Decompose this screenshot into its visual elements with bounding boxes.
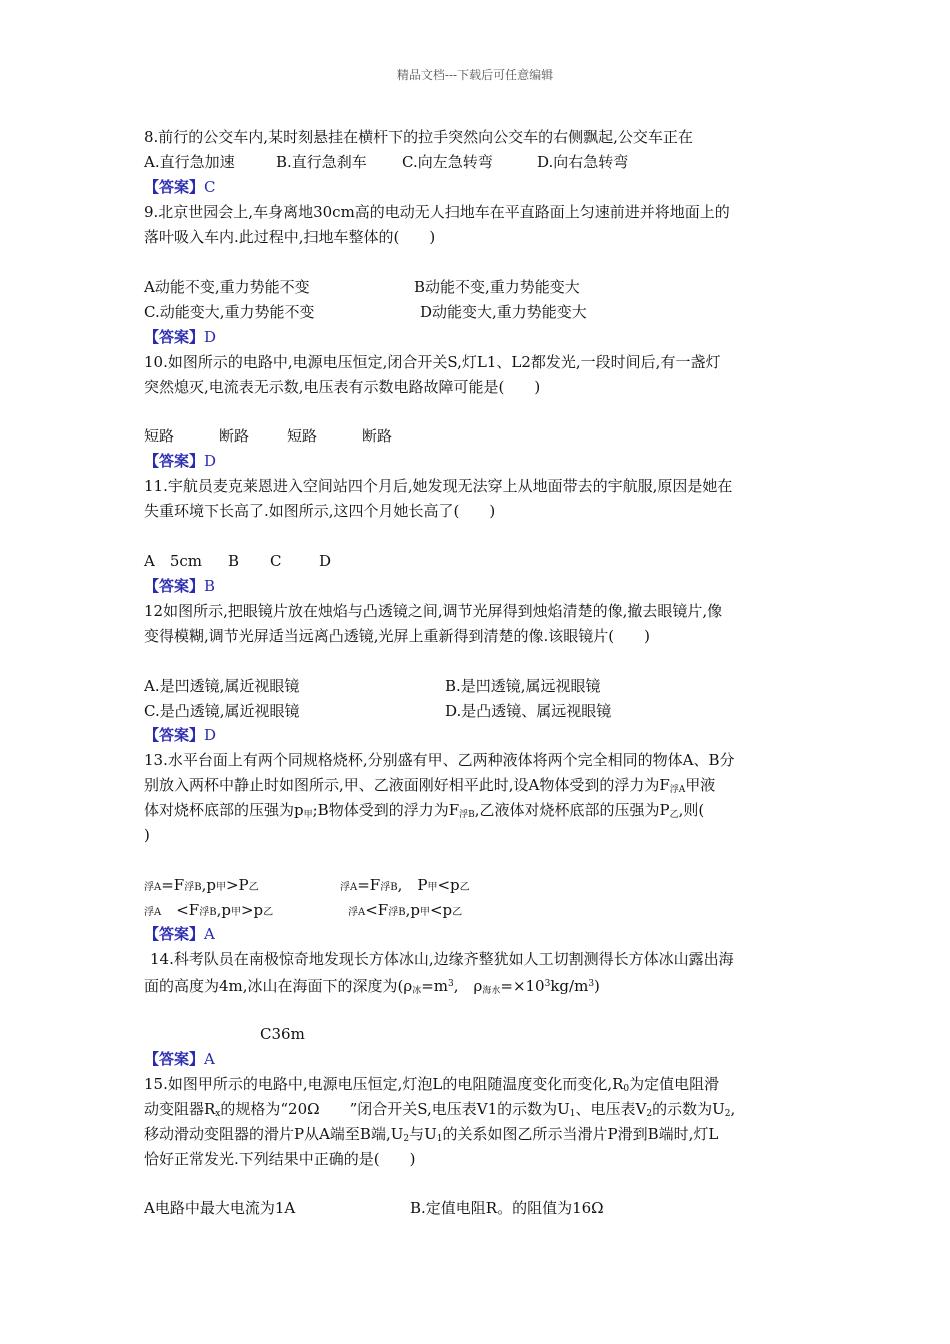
q14-stem-line2: 面的高度为4m,冰山在海面下的深度为($\rho_冰=m^3$, $\rho_{海水}=\times 10^3kg/m^3$) (144, 977, 600, 996)
answer-value: C (204, 178, 216, 196)
answer-value: D (204, 452, 217, 470)
q12-stem-line2: 变得模糊,调节光屏适当远离凸透镜,光屏上重新得到清楚的像.该眼镜片( ) (144, 627, 651, 645)
q13-stem-line4: ) (144, 826, 150, 844)
q15-stem-line4: 恰好正常发光.下列结果中正确的是( ) (144, 1150, 416, 1168)
answer-tag: 【答案】 (144, 577, 205, 595)
q10-stem-line1: 10.如图所示的电路中,电源电压恒定,闭合开关S,灯L1、L2都发光,一段时间后,有一盏灯 (144, 353, 721, 371)
q13-option-b: 浮A=F浮B, P甲<p乙 (340, 876, 470, 894)
q13-stem-line2: 别放入两杯中静止时如图所示,甲、乙液面刚好相平此时,设A物体受到的浮力为$F_{浮A}$甲液 (144, 776, 716, 795)
q11-option-d: D (319, 552, 332, 570)
q12-stem-line1: 12如图所示,把眼镜片放在烛焰与凸透镜之间,调节光屏得到烛焰清楚的像,撤去眼镜片,像 (144, 602, 723, 620)
q15-option-b: B.定值电阻R。的阻值为16Ω (410, 1199, 604, 1217)
q11-option-a: A 5cm (144, 552, 203, 570)
q14-option-c: C36m (260, 1025, 305, 1043)
q12-option-d: D.是凸透镜、属远视眼镜 (445, 702, 612, 720)
q10-option-a: 短路 (144, 427, 175, 445)
q9-stem-line2: 落叶吸入车内.此过程中,扫地车整体的( ) (144, 228, 436, 246)
answer-tag: 【答案】 (144, 925, 205, 943)
q12-option-a: A.是凹透镜,属近视眼镜 (144, 677, 300, 695)
q8-option-a: A.直行急加速 (144, 153, 235, 171)
q14-answer (144, 1049, 215, 1069)
q13-stem-line3: 体对烧杯底部的压强为$p_甲;B$物体受到的浮力为$F_{浮B}$,乙液体对烧杯底部的压强为$P_乙$,则( (144, 801, 705, 820)
q15-option-a: A电路中最大电流为1A (144, 1199, 296, 1217)
answer-value: D (204, 328, 217, 346)
q13-option-d: 浮A<F浮B,p甲<p乙 (348, 901, 463, 919)
q12-option-b: B.是凹透镜,属远视眼镜 (445, 677, 601, 695)
answer-tag: 【答案】 (144, 178, 205, 196)
answer-value: B (204, 577, 216, 595)
q8-option-d: D.向右急转弯 (537, 153, 629, 171)
q12-answer (144, 725, 216, 745)
q12-option-c: C.是凸透镜,属近视眼镜 (144, 702, 300, 720)
q10-option-b: 断路 (219, 427, 250, 445)
q11-option-b: B (228, 552, 240, 570)
q9-option-b: B动能不变,重力势能变大 (414, 278, 580, 296)
answer-tag: 【答案】 (144, 1050, 205, 1068)
q13-stem-line1: 13.水平台面上有两个同规格烧杯,分别盛有甲、乙两种液体将两个完全相同的物体A、B分 (144, 751, 735, 769)
q9-option-d: D动能变大,重力势能变大 (420, 303, 587, 321)
q15-stem-line2: 动变阻器$R_x$的规格为“20Ω ”闭合开关S,电压表V1的示数为$U_1$、电压表$V_2$的示数为$U_2$, (144, 1100, 736, 1119)
answer-value: D (204, 726, 217, 744)
q8-option-b: B.直行急刹车 (276, 153, 367, 171)
q13-option-c: 浮A <F浮B,p甲>p乙 (144, 901, 274, 919)
q9-stem-line1: 9.北京世园会上,车身离地30cm高的电动无人扫地车在平直路面上匀速前进并将地面上的 (144, 203, 730, 221)
q14-stem-line1: 14.科考队员在南极惊奇地发现长方体冰山,边缘齐整犹如人工切割测得长方体冰山露出海 (150, 950, 734, 968)
q9-answer (144, 327, 216, 347)
q9-option-c: C.动能变大,重力势能不变 (144, 303, 315, 321)
q8-option-c: C.向左急转弯 (402, 153, 493, 171)
q10-stem-line2: 突然熄灭,电流表无示数,电压表有示数电路故障可能是( ) (144, 378, 541, 396)
answer-tag: 【答案】 (144, 328, 205, 346)
q11-stem-line1: 11.宇航员麦克莱恩进入空间站四个月后,她发现无法穿上从地面带去的宇航服,原因是她在 (144, 477, 733, 495)
q10-option-d: 断路 (362, 427, 393, 445)
q13-answer (144, 924, 215, 944)
answer-tag: 【答案】 (144, 452, 205, 470)
q15-stem-line1: 15.如图甲所示的电路中,电源电压恒定,灯泡L的电阻随温度变化而变化$,R_0$为定值电阻滑 (144, 1075, 720, 1094)
q11-answer (144, 576, 215, 596)
q10-answer (144, 451, 216, 471)
q11-option-c: C (270, 552, 282, 570)
q9-option-a: A动能不变,重力势能不变 (144, 278, 310, 296)
q13-option-a: 浮A=F浮B,p甲>P乙 (144, 876, 259, 894)
q11-stem-line2: 失重环境下长高了.如图所示,这四个月她长高了( ) (144, 502, 496, 520)
q8-stem: 8.前行的公交车内,某时刻悬挂在横杆下的拉手突然向公交车的右侧飘起,公交车正在 (144, 128, 693, 146)
q8-answer (144, 177, 216, 197)
q15-stem-line3: 移动滑动变阻器的滑片P从A端至B端$,U_2$与$U_1$的关系如图乙所示当滑片P滑到B端时,灯L (144, 1125, 719, 1144)
page-header: 精品文档---下载后可任意编辑 (396, 68, 554, 82)
answer-value: A (204, 925, 215, 943)
answer-tag: 【答案】 (144, 726, 205, 744)
q10-option-c: 短路 (287, 427, 318, 445)
answer-value: A (204, 1050, 215, 1068)
